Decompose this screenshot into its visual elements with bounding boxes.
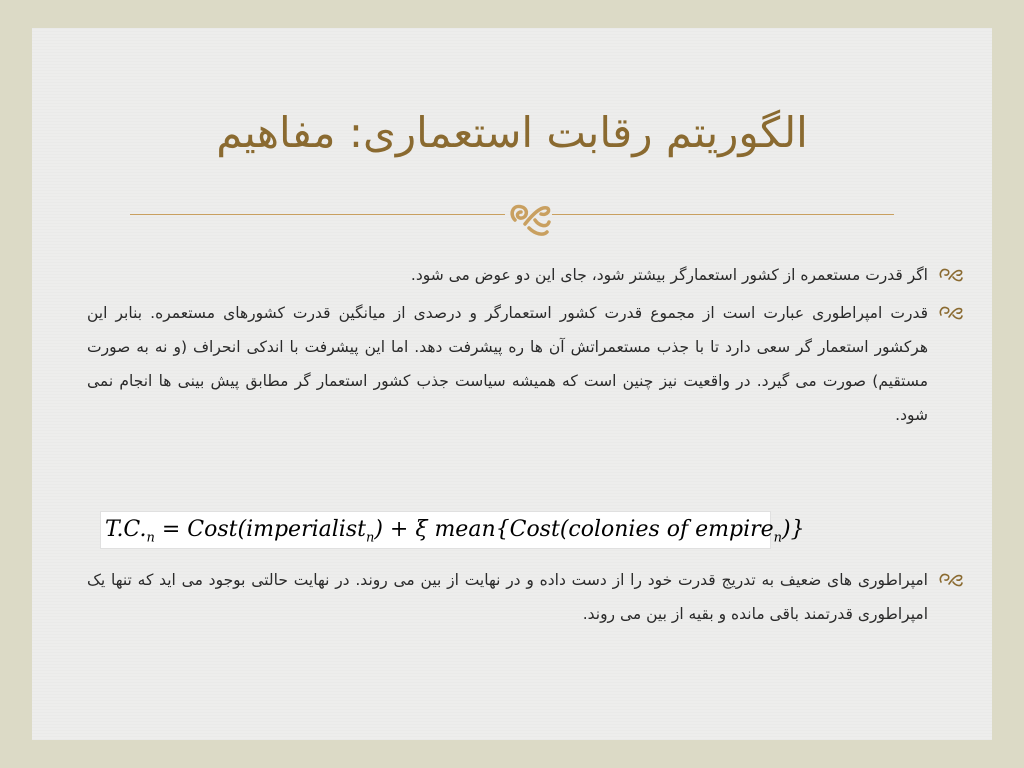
slide-title: الگوریتم رقابت استعماری: مفاهیم bbox=[216, 108, 808, 157]
bullet-text: قدرت امپراطوری عبارت است از مجموع قدرت کشور استعمارگر و درصدی از میانگین قدرت کشورهای مستعمره. بنابر این هرکشور استعمار گر سعی دارد تا با جذب مستعمراتش آن ها ره پیشرفت دهد. اما این پیشرفت با اندکی انحراف (و نه به صورت مستقیم) صورت می گیرد. در واقعیت نیز چنین است که همیشه سیاست جذب کشور استعمار گر مطابق پیش بینی ها انجام نمی شود. bbox=[87, 304, 928, 424]
formula-end: )} bbox=[782, 517, 805, 542]
bullet-list-middle bbox=[87, 296, 964, 432]
formula-lhs: T.C. bbox=[105, 517, 147, 542]
bullet-list-bottom bbox=[87, 563, 964, 631]
formula-sub-1: n bbox=[365, 530, 375, 546]
formula-sub-2: n bbox=[773, 530, 783, 546]
formula-box bbox=[100, 511, 805, 549]
swirl-bullet-icon bbox=[938, 302, 964, 322]
swirl-bullet-icon bbox=[938, 264, 964, 284]
bullet-item bbox=[87, 563, 964, 631]
formula-mid: ) + ξ mean{Cost(colonies of empire bbox=[374, 517, 774, 542]
bullet-text: اگر قدرت مستعمره از کشور استعمارگر بیشتر شود، جای این دو عوض می شود. bbox=[410, 266, 928, 284]
swirl-ornament-icon bbox=[505, 196, 555, 240]
formula-eq: = Cost(imperialist bbox=[154, 517, 366, 542]
bullet-text: امپراطوری های ضعیف به تدریج قدرت خود را از دست داده و در نهایت از بین می روند. در نهایت حالتی بوجود می اید که تنها یک امپراطوری قدرتمند باقی مانده و بقیه از بین می روند. bbox=[87, 571, 928, 623]
title-divider-right bbox=[552, 214, 894, 215]
bullet-item bbox=[87, 296, 964, 432]
slide bbox=[32, 28, 992, 740]
title-divider-left bbox=[130, 214, 505, 215]
swirl-bullet-icon bbox=[938, 569, 964, 589]
formula-lhs-sub: n bbox=[146, 530, 155, 546]
bullet-list-top bbox=[87, 258, 964, 292]
bullet-item bbox=[87, 258, 964, 292]
